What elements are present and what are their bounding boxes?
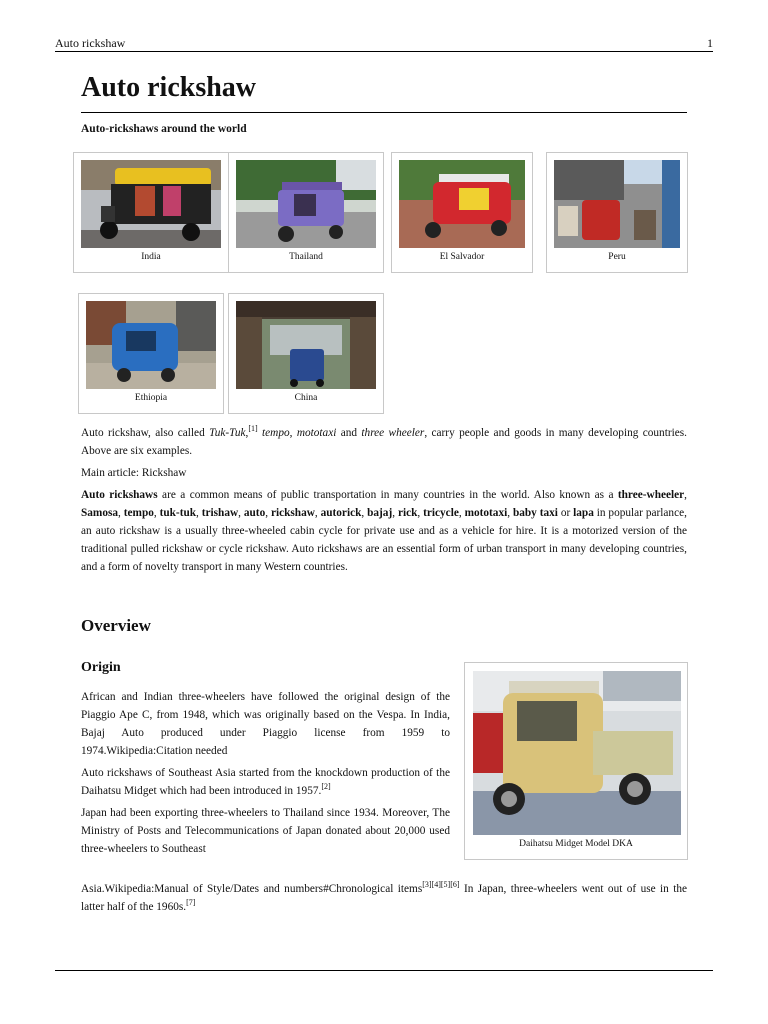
gallery-tile-india[interactable] <box>73 152 229 273</box>
origin-paragraph-3a: Japan had been exporting three-wheelers to Thailand since 1934. Moreover, The Ministry of Posts and Telecommunications of Japan donated about 20,000 used three-wheelers to Southeast <box>81 807 450 855</box>
origin-paragraph-2: Auto rickshaws of Southeast Asia started from the knockdown production of the Daihatsu Midget which had been introduced in 1957.[2] <box>81 767 450 797</box>
reference-link[interactable]: [1] <box>248 424 258 434</box>
reference-link[interactable]: [3][4][5][6] <box>422 880 460 890</box>
reference-link[interactable]: [7] <box>186 898 196 908</box>
origin-paragraph-1: African and Indian three-wheelers have followed the original design of the Piaggio Ape C, from 1948, which was originally based on the Vespa. In India, Bajaj Auto produced under Piaggio license from 1959 to 1974.Wikipedia:Citation needed <box>81 691 450 757</box>
intro-paragraph: Auto rickshaw, also called Tuk-Tuk,[1] tempo, mototaxi and three wheeler, carry people and goods in many developing countries. Above are six examples. <box>81 424 687 457</box>
overview-heading: Overview <box>81 616 151 635</box>
header-rule <box>55 51 713 52</box>
page-number: 1 <box>707 36 713 50</box>
intro-section <box>81 424 687 580</box>
gallery-caption: Peru <box>608 252 626 262</box>
daihatsu-midget-photo[interactable] <box>473 671 681 835</box>
origin-paragraph-3b: Asia.Wikipedia:Manual of Style/Dates and numbers#Chronological items[3][4][5][6] In Japan, three-wheelers went out of use in the latter half of the 1960s.[7] <box>81 880 688 913</box>
gallery-tile-el-salvador[interactable] <box>391 152 533 273</box>
figure-caption: Daihatsu Midget Model DKA <box>519 839 633 849</box>
el-salvador-rickshaw-photo[interactable] <box>399 160 525 248</box>
gallery-tile-thailand[interactable] <box>228 152 384 273</box>
china-rickshaw-photo[interactable] <box>236 301 376 389</box>
gallery-title: Auto-rickshaws around the world <box>81 123 247 135</box>
ethiopia-rickshaw-photo[interactable] <box>86 301 216 389</box>
origin-heading: Origin <box>81 660 121 675</box>
daihatsu-figure <box>464 662 688 860</box>
origin-section <box>81 688 450 858</box>
gallery-caption: El Salvador <box>439 252 485 262</box>
gallery-tile-china[interactable] <box>228 293 384 414</box>
footer-rule <box>55 970 713 971</box>
gallery-caption: China <box>294 393 318 403</box>
origin-continued <box>81 880 687 920</box>
gallery-caption: India <box>141 252 161 262</box>
running-header <box>55 36 713 52</box>
header-title: Auto rickshaw <box>55 36 126 50</box>
reference-link[interactable]: [2] <box>321 782 331 792</box>
gallery-caption: Ethiopia <box>134 393 168 403</box>
main-article-link[interactable]: Main article: Rickshaw <box>81 467 187 479</box>
peru-rickshaw-photo[interactable] <box>554 160 680 248</box>
gallery-tile-ethiopia[interactable] <box>78 293 224 414</box>
gallery-caption: Thailand <box>289 252 323 262</box>
definition-paragraph: Auto rickshaws are a common means of public transportation in many countries in the world. Also known as a three-wheeler, Samosa, tempo, tuk-tuk, trishaw, auto, rickshaw, autorick, bajaj, rick, tricycle, mototaxi, baby taxi or lapa in popular parlance, an auto rickshaw is a usually three-wheeled cabin cycle for private use and as a vehicle for hire. It is a motorized version of the traditional pulled rickshaw or cycle rickshaw. Auto rickshaws are an essential form of urban transport in many developing countries, and a form of novelty transport in many Western countries. <box>81 489 687 573</box>
article-body <box>81 70 687 135</box>
thailand-rickshaw-photo[interactable] <box>236 160 376 248</box>
gallery-tile-peru[interactable] <box>546 152 688 273</box>
article-title: Auto rickshaw <box>81 70 687 113</box>
india-rickshaw-photo[interactable] <box>81 160 221 248</box>
